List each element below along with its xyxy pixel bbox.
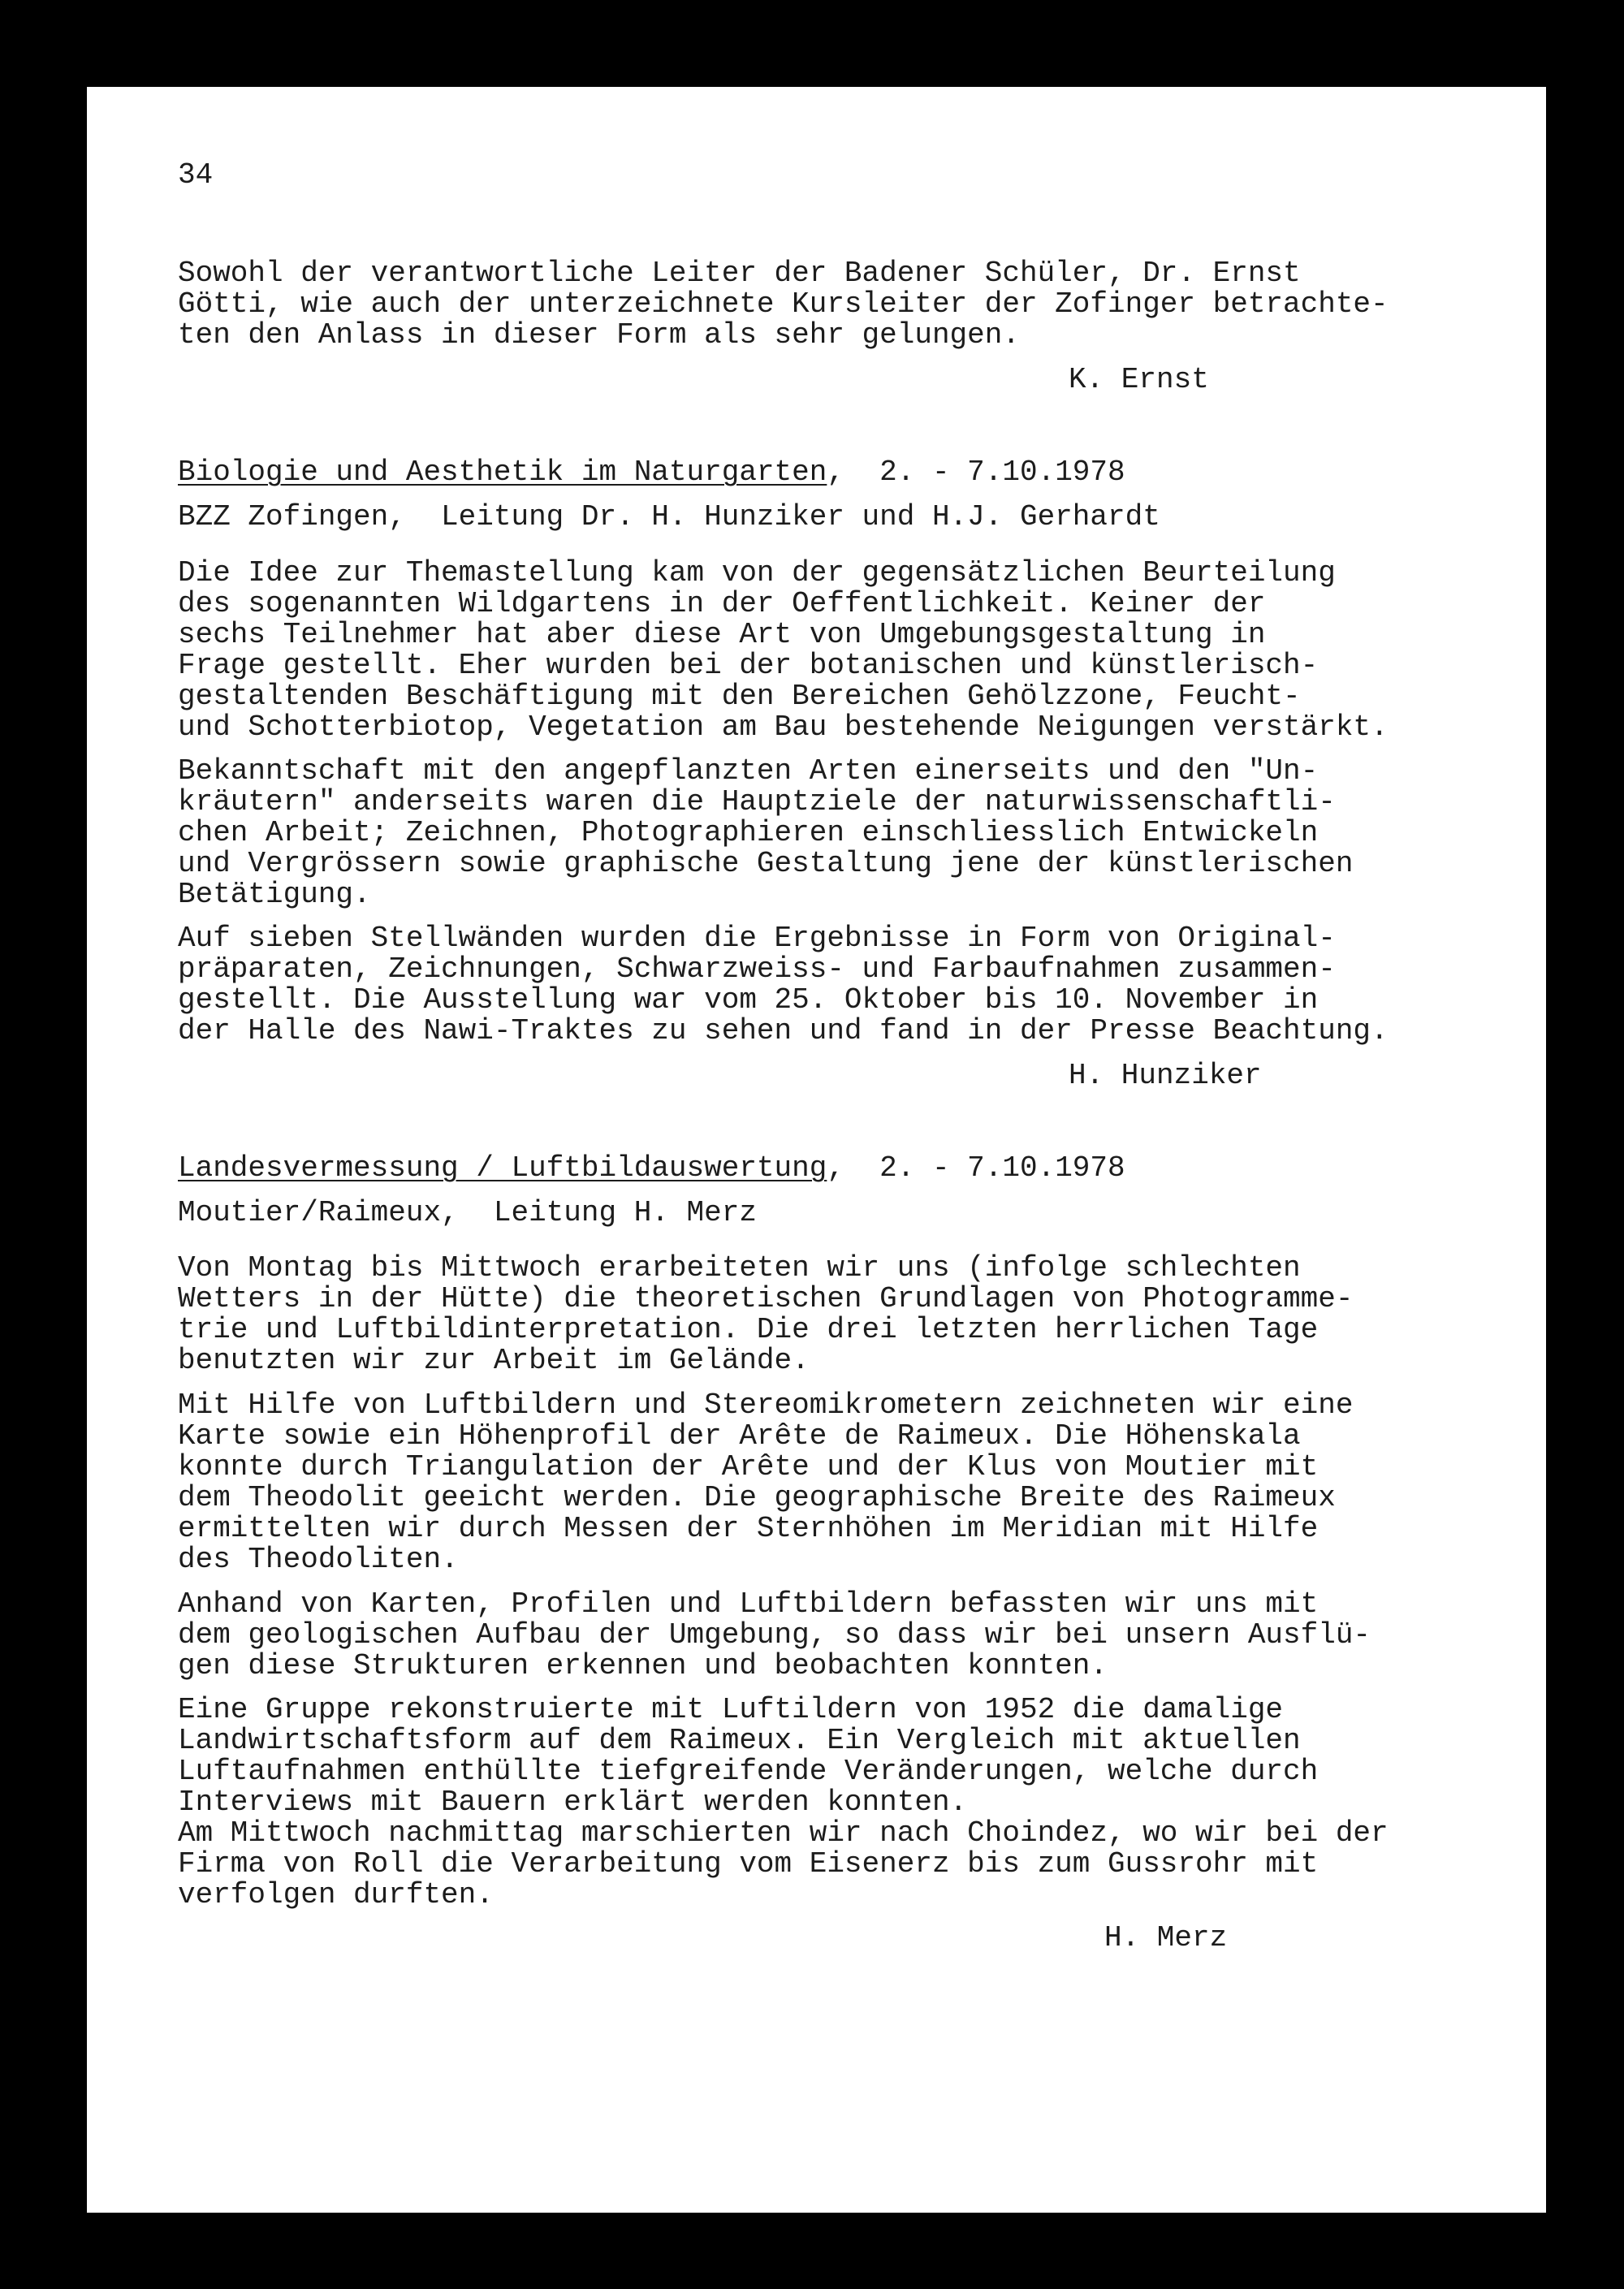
text-line: Eine Gruppe rekonstruierte mit Luftildern von 1952 die damalige [178, 1693, 1284, 1726]
text-line: Götti, wie auch der unterzeichnete Kursleiter der Zofinger betrachte- [178, 287, 1389, 321]
text-line: verfolgen durften. [178, 1878, 494, 1911]
text-line: Sowohl der verantwortliche Leiter der Badener Schüler, Dr. Ernst [178, 257, 1301, 290]
section-subtitle: Moutier/Raimeux, Leitung H. Merz [178, 1196, 757, 1229]
section-subtitle: BZZ Zofingen, Leitung Dr. H. Hunziker und H.J. Gerhardt [178, 500, 1160, 533]
text-line: Mit Hilfe von Luftbildern und Stereomikrometern zeichneten wir eine [178, 1389, 1354, 1422]
text-line: und Schotterbiotop, Vegetation am Bau bestehende Neigungen verstärkt. [178, 710, 1389, 744]
text-line: kräutern" anderseits waren die Hauptziele der naturwissenschaftli- [178, 785, 1336, 818]
section-heading-biologie [178, 457, 1125, 488]
text-line: Karte sowie ein Höhenprofil der Arête de Raimeux. Die Höhenskala [178, 1419, 1301, 1453]
text-line: Interviews mit Bauern erklärt werden konnten. [178, 1786, 968, 1819]
text-line: ermittelten wir durch Messen der Sternhöhen im Meridian mit Hilfe [178, 1512, 1319, 1545]
text-line: der Halle des Nawi-Traktes zu sehen und fand in der Presse Beachtung. [178, 1014, 1389, 1047]
text-line: Die Idee zur Themastellung kam von der gegensätzlichen Beurteilung [178, 556, 1336, 590]
text-line: trie und Luftbildinterpretation. Die drei letzten herrlichen Tage [178, 1313, 1319, 1346]
section-date: , 2. - 7.10.1978 [827, 456, 1125, 489]
signature-ernst: K. Ernst [1069, 363, 1209, 396]
section-title: Landesvermessung / Luftbildauswertung [178, 1151, 827, 1185]
text-line: Frage gestellt. Eher wurden bei der botanischen und künstlerisch- [178, 649, 1319, 682]
text-line: Bekanntschaft mit den angepflanzten Arten einerseits und den "Un- [178, 754, 1319, 788]
text-line: Wetters in der Hütte) die theoretischen Grundlagen von Photogramme- [178, 1282, 1354, 1315]
text-line: Anhand von Karten, Profilen und Luftbildern befassten wir uns mit [178, 1587, 1319, 1621]
page-number: 34 [178, 158, 214, 192]
text-line: ten den Anlass in dieser Form als sehr gelungen. [178, 318, 1020, 352]
text-line: chen Arbeit; Zeichnen, Photographieren einschliesslich Entwickeln [178, 816, 1319, 849]
text-line: Firma von Roll die Verarbeitung vom Eisenerz bis zum Gussrohr mit [178, 1847, 1319, 1881]
text-line: gestaltenden Beschäftigung mit den Bereichen Gehölzzone, Feucht- [178, 680, 1301, 713]
text-line: benutzten wir zur Arbeit im Gelände. [178, 1344, 810, 1377]
section-date: , 2. - 7.10.1978 [827, 1151, 1125, 1185]
text-line: gen diese Strukturen erkennen und beobachten konnten. [178, 1649, 1108, 1682]
text-line: präparaten, Zeichnungen, Schwarzweiss- und Farbaufnahmen zusammen- [178, 952, 1336, 986]
document-page [87, 87, 1546, 2213]
text-line: Auf sieben Stellwänden wurden die Ergebnisse in Form von Original- [178, 922, 1336, 955]
text-line: Von Montag bis Mittwoch erarbeiteten wir uns (infolge schlechten [178, 1251, 1301, 1285]
text-line: gestellt. Die Ausstellung war vom 25. Oktober bis 10. November in [178, 983, 1319, 1017]
section-title: Biologie und Aesthetik im Naturgarten [178, 456, 827, 489]
text-line: Landwirtschaftsform auf dem Raimeux. Ein Vergleich mit aktuellen [178, 1724, 1301, 1757]
text-line: des sogenannten Wildgartens in der Oeffentlichkeit. Keiner der [178, 587, 1266, 620]
text-line: konnte durch Triangulation der Arête und der Klus von Moutier mit [178, 1450, 1319, 1484]
text-line: Am Mittwoch nachmittag marschierten wir nach Choindez, wo wir bei der [178, 1816, 1389, 1850]
text-line: dem geologischen Aufbau der Umgebung, so dass wir bei unsern Ausflü- [178, 1618, 1371, 1652]
text-line: Luftaufnahmen enthüllte tiefgreifende Veränderungen, welche durch [178, 1755, 1319, 1788]
text-line: Betätigung. [178, 878, 371, 911]
text-line: und Vergrössern sowie graphische Gestaltung jene der künstlerischen [178, 847, 1354, 880]
signature-merz: H. Merz [1104, 1921, 1228, 1954]
text-line: dem Theodolit geeicht werden. Die geographische Breite des Raimeux [178, 1481, 1336, 1514]
section-heading-landesvermessung [178, 1153, 1125, 1184]
signature-hunziker: H. Hunziker [1069, 1059, 1262, 1092]
text-line: sechs Teilnehmer hat aber diese Art von Umgebungsgestaltung in [178, 618, 1266, 651]
text-line: des Theodoliten. [178, 1543, 459, 1576]
